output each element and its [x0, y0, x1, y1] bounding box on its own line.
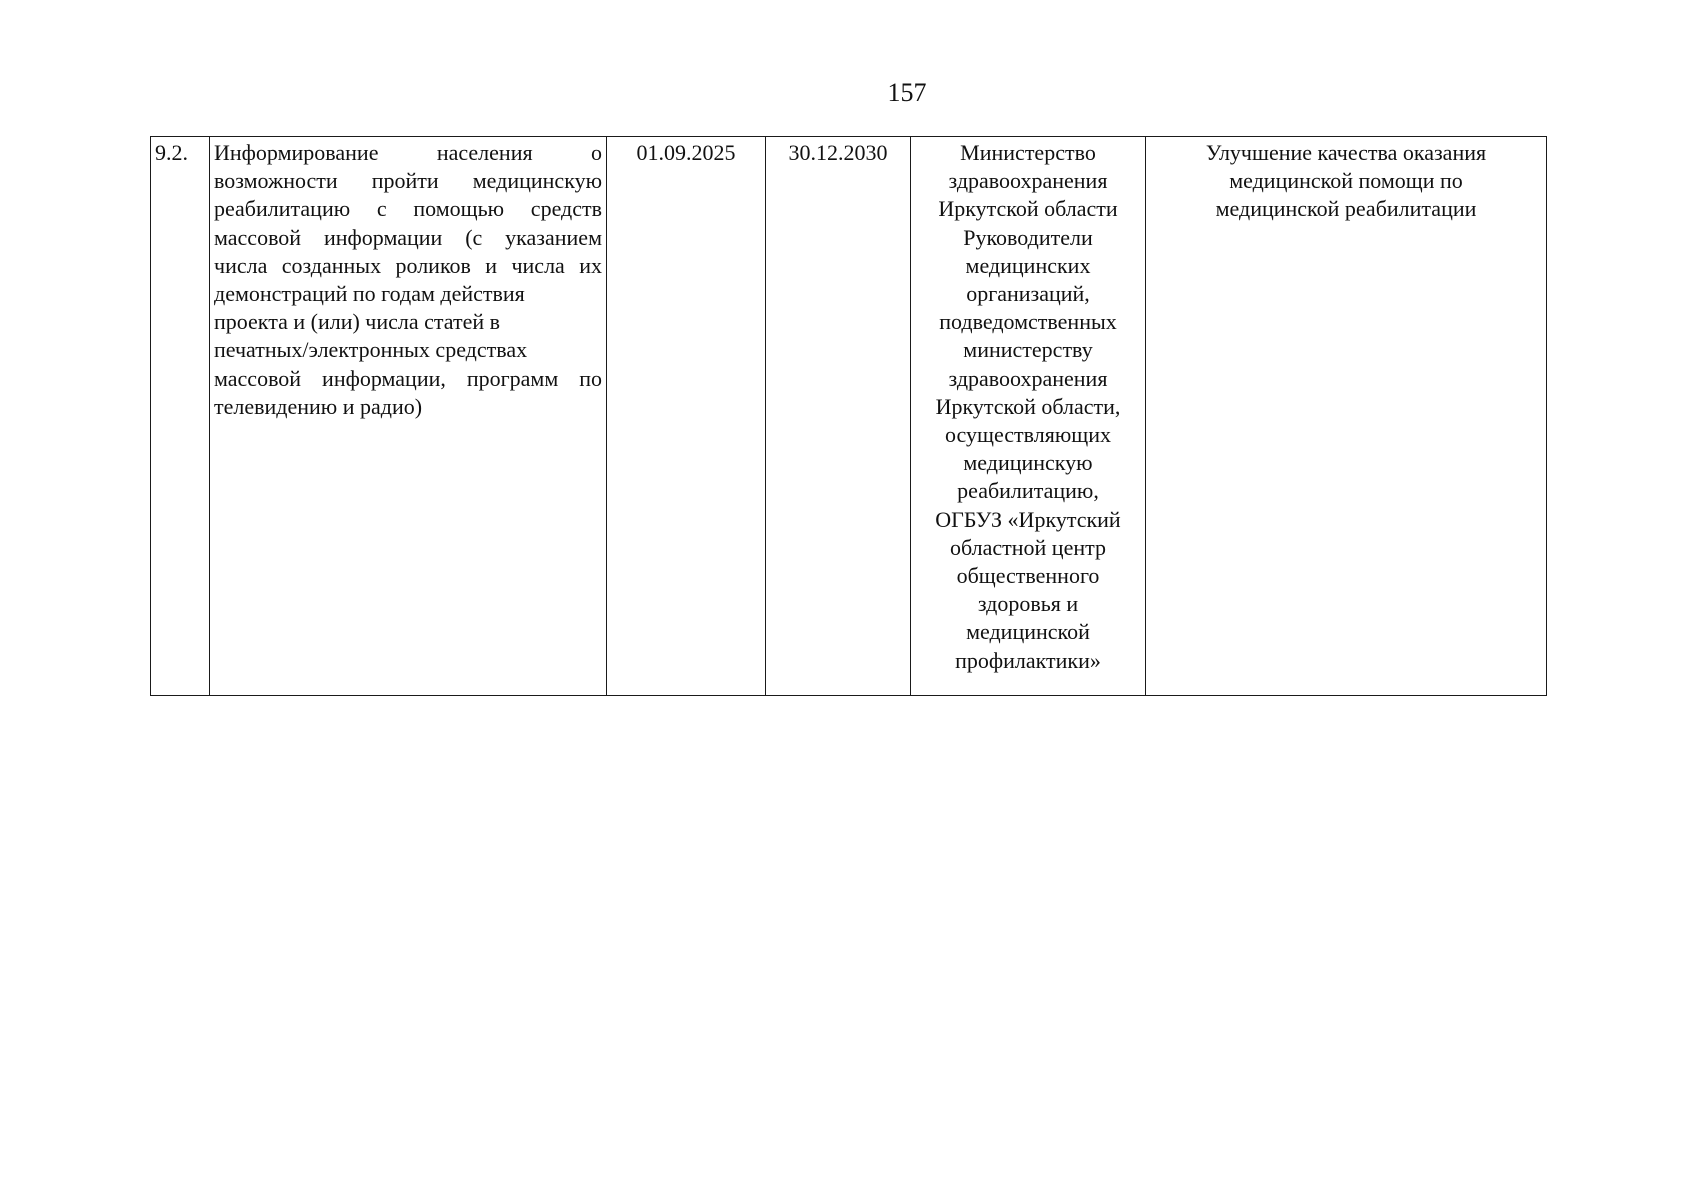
description-line: печатных/электронных средствах [214, 337, 528, 363]
description-line: Информирование населения о [214, 140, 602, 165]
executor-line: подведомственных [939, 309, 1117, 335]
executor-line: организаций, [966, 281, 1090, 307]
description-line: массовой информации (с указанием [214, 224, 602, 250]
start-date-cell [607, 137, 766, 696]
description-line: возможности пройти медицинскую [214, 168, 602, 194]
executor-line: областной центр [949, 534, 1106, 560]
executor-line: осуществляющих [945, 422, 1111, 448]
executor-line: профилактики» [955, 647, 1101, 673]
page-number: 157 [887, 78, 927, 107]
executor-line: здравоохранения [948, 365, 1108, 391]
executor-line: здравоохранения [948, 168, 1108, 194]
executor-line: ОГБУЗ «Иркутский [935, 506, 1121, 532]
row-number-cell [151, 137, 210, 696]
executor-line: общественного [956, 563, 1100, 589]
description-line: числа созданных роликов и числа их [214, 252, 602, 278]
executor-line: министерству [963, 337, 1093, 363]
row-number: 9.2. [155, 140, 188, 165]
executor-line: медицинской [966, 619, 1090, 645]
description-line: реабилитацию с помощью средств [214, 196, 602, 222]
table-row [151, 137, 1547, 696]
end-date-cell [766, 137, 911, 696]
executor-line: медицинских [965, 252, 1091, 278]
description-cell [210, 137, 607, 696]
executor-line: реабилитацию, [957, 478, 1099, 504]
result-line: медицинской помощи по [1229, 168, 1463, 194]
result-line: Улучшение качества оказания [1205, 140, 1487, 165]
executor-cell [911, 137, 1146, 696]
executor-line: Руководители [963, 224, 1093, 250]
start-date: 01.09.2025 [636, 140, 736, 165]
executor-line: Министерство [960, 140, 1096, 165]
activity-table [150, 136, 1547, 696]
description-line: массовой информации, программ по [214, 365, 602, 391]
description-line: проекта и (или) числа статей в [214, 309, 501, 335]
executor-line: медицинскую [963, 450, 1093, 476]
description-line: телевидению и радио) [214, 393, 423, 419]
executor-line: здоровья и [977, 591, 1079, 617]
result-line: медицинской реабилитации [1215, 196, 1477, 222]
end-date: 30.12.2030 [788, 140, 888, 165]
executor-line: Иркутской области [938, 196, 1118, 222]
executor-line: Иркутской области, [935, 393, 1121, 419]
description-line: демонстраций по годам действия [214, 281, 525, 307]
result-cell [1146, 137, 1547, 696]
